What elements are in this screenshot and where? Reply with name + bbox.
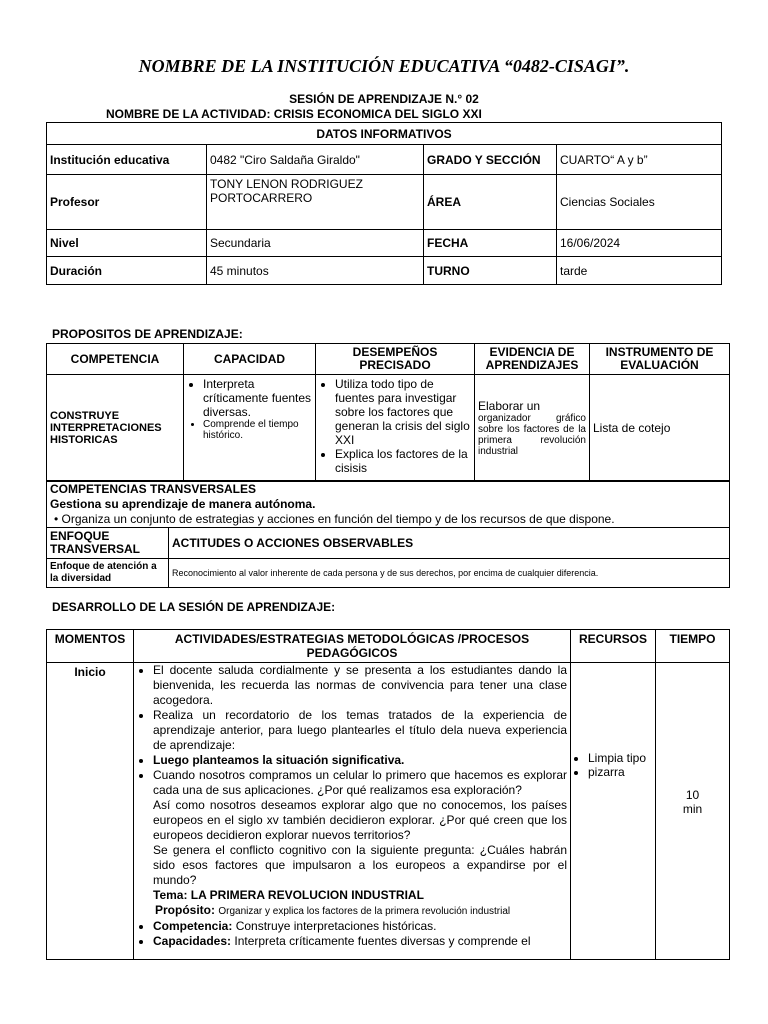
datos-informativos-table: [46, 122, 722, 285]
actitudes-label: ACTITUDES O ACCIONES OBSERVABLES: [169, 528, 730, 559]
institucion-label: Institución educativa: [47, 145, 207, 175]
fecha-value: 16/06/2024: [557, 230, 722, 257]
profesor-label: Profesor: [47, 175, 207, 230]
competencia-label: Competencia:: [153, 919, 233, 933]
institucion-value: 0482 "Ciro Saldaña Giraldo": [207, 145, 424, 175]
col-actividades: ACTIVIDADES/ESTRATEGIAS METODOLÓGICAS /PROCESOS PEDAGÓGICOS: [134, 630, 571, 663]
nivel-value: Secundaria: [207, 230, 424, 257]
desempenos-cell: [316, 375, 475, 481]
propositos-heading: PROPOSITOS DE APRENDIZAJE:: [52, 327, 243, 341]
evidencia-cell: [475, 375, 590, 481]
capacidades-label: Capacidades:: [153, 934, 232, 948]
col-competencia: COMPETENCIA: [47, 344, 184, 375]
momento-inicio: Inicio: [47, 663, 134, 960]
col-instrumento: INSTRUMENTO DE EVALUACIÓN: [590, 344, 730, 375]
desempeno-item: • Explica los factores de la cisisis: [335, 447, 471, 475]
datos-heading: DATOS INFORMATIVOS: [47, 123, 722, 145]
col-momentos: MOMENTOS: [47, 630, 134, 663]
session-title: SESIÓN DE APRENDIZAJE N.° 02: [289, 92, 479, 106]
activity-name: NOMBRE DE LA ACTIVIDAD: CRISIS ECONOMICA DEL SIGLO XXI: [106, 107, 482, 121]
transversal-item-text: Organiza un conjunto de estrategias y acciones en función del tiempo y de los recursos de que dispone.: [61, 512, 615, 526]
recurso-item: • Limpia tipo: [588, 751, 652, 765]
nivel-label: Nivel: [47, 230, 207, 257]
col-desempenos: DESEMPEÑOS PRECISADO: [316, 344, 475, 375]
actividad-item: • El docente saluda cordialmente y se presenta a los estudiantes dando la bienvenida, les recuerda las normas de convivencia para tener una clase acogedora.: [153, 663, 567, 708]
proposito-value: Organizar y explica los factores de la primera revolución industrial: [218, 906, 511, 917]
competencia-cell: CONSTRUYE INTERPRETACIONES HISTORICAS: [47, 375, 184, 481]
turno-label: TURNO: [424, 257, 557, 285]
tiempo-num: 10: [685, 788, 700, 802]
recurso-item: • pizarra: [588, 765, 652, 779]
desarrollo-heading: DESARROLLO DE LA SESIÓN DE APRENDIZAJE:: [52, 600, 336, 614]
institution-title: NOMBRE DE LA INSTITUCIÓN EDUCATIVA “0482-CISAGI”.: [138, 56, 630, 76]
actitud-value: Reconocimiento al valor inherente de cada persona y de sus derechos, por encima de cualquier diferencia.: [169, 559, 730, 588]
col-capacidad: CAPACIDAD: [184, 344, 316, 375]
transversal-item: • Organiza un conjunto de estrategias y acciones en función del tiempo y de los recursos de que dispone.: [54, 512, 615, 526]
capacidad-item: • Comprende el tiempo histórico.: [203, 419, 312, 441]
actividad-item: • Luego planteamos la situación significativa.: [153, 753, 567, 768]
evidencia-text: organizador gráfico sobre los factores de la primera revolución industrial: [478, 412, 586, 457]
tiempo-cell: [656, 663, 730, 960]
capacidades-item: [153, 934, 567, 949]
recursos-cell: [571, 663, 656, 960]
capacidades-value: Interpreta críticamente fuentes diversas y comprende el: [234, 934, 531, 948]
turno-value: tarde: [557, 257, 722, 285]
instrumento-cell: Lista de cotejo: [590, 375, 730, 481]
actividad-paragraph: Así como nosotros deseamos explorar algo que no conocemos, los países europeos en el siglo xv también decidieron explorar. ¿Por qué creen que los europeos decidieron explorar nuevos territorios?: [153, 798, 567, 842]
tema-label: Tema: LA PRIMERA REVOLUCION INDUSTRIAL: [153, 888, 424, 902]
transversales-cell: [47, 482, 730, 528]
fecha-label: FECHA: [424, 230, 557, 257]
actividad-paragraph: Se genera el conflicto cognitivo con la siguiente pregunta: ¿Cuáles habrán sido esos factores que impulsaron a los europeos a expandirse por el mundo?: [153, 843, 567, 887]
actividad-item: • Cuando nosotros compramos un celular lo primero que hacemos es explorar cada una de sus aplicaciones. ¿Por qué realizamos esa exploración?: [153, 768, 567, 798]
desempeno-item: • Utiliza todo tipo de fuentes para investigar sobre los factores que generan la crisis del siglo XXI: [335, 377, 471, 447]
evidencia-line: Elaborar un: [478, 398, 541, 413]
grado-value: CUARTO“ A y b”: [557, 145, 722, 175]
profesor-value: TONY LENON RODRIGUEZ PORTOCARRERO: [207, 175, 424, 230]
col-tiempo: TIEMPO: [656, 630, 730, 663]
duracion-label: Duración: [47, 257, 207, 285]
competencia-item: [153, 919, 567, 934]
capacidad-item: • Interpreta críticamente fuentes diversas.: [203, 377, 312, 419]
proposito-label: Propósito:: [155, 903, 215, 917]
actividad-item: • Realiza un recordatorio de los temas tratados de la experiencia de aprendizaje anterior, para luego plantearles el título dela nueva experiencia de aprendizaje:: [153, 708, 567, 753]
area-value: Ciencias Sociales: [557, 175, 722, 230]
transversales-heading: COMPETENCIAS TRANSVERSALES: [50, 482, 257, 496]
propositos-table: [46, 343, 730, 481]
desarrollo-table: [46, 629, 730, 960]
enfoque-value: Enfoque de atención a la diversidad: [47, 559, 169, 588]
proposito-line: [155, 903, 567, 919]
area-label: ÁREA: [424, 175, 557, 230]
duracion-value: 45 minutos: [207, 257, 424, 285]
enfoque-label: ENFOQUE TRANSVERSAL: [47, 528, 169, 559]
transversales-table: [46, 481, 730, 588]
col-recursos: RECURSOS: [571, 630, 656, 663]
grado-label: GRADO Y SECCIÓN: [424, 145, 557, 175]
actividades-cell: [134, 663, 571, 960]
col-evidencia: EVIDENCIA DE APRENDIZAJES: [475, 344, 590, 375]
tiempo-unit: min: [682, 802, 703, 816]
competencia-value: Construye interpretaciones históricas.: [235, 919, 437, 933]
capacidad-cell: [184, 375, 316, 481]
transversal-competencia: Gestiona su aprendizaje de manera autónoma.: [50, 497, 316, 511]
